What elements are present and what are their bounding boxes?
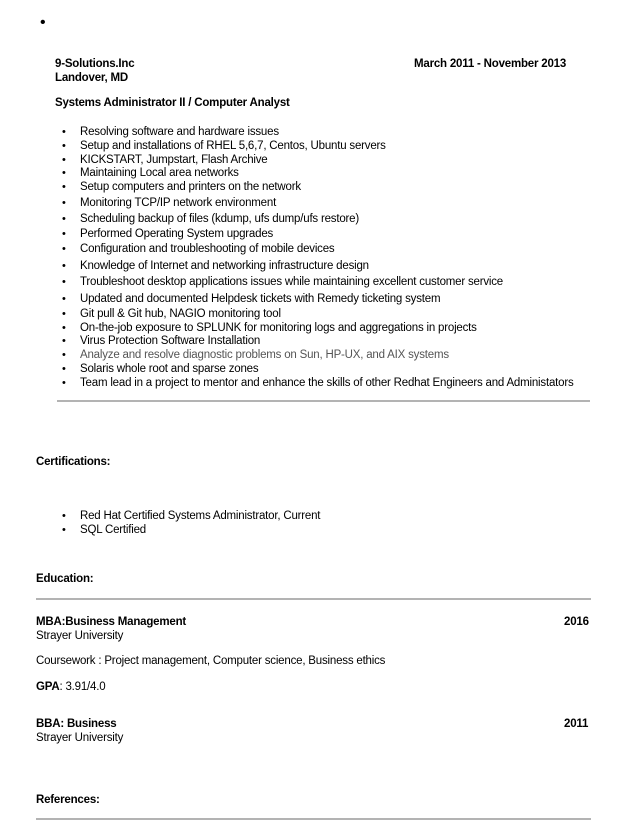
section-divider [36, 598, 591, 600]
bullet-icon: • [62, 154, 66, 166]
bullet-icon: • [62, 260, 66, 272]
bullet-icon: • [62, 349, 66, 361]
mba-gpa: GPA: 3.91/4.0 [36, 681, 106, 693]
bullet-icon: • [62, 510, 66, 522]
bullet-icon: • [62, 167, 66, 179]
bullet-icon: • [62, 322, 66, 334]
bullet-icon: • [62, 335, 66, 347]
mba-school: Strayer University [36, 630, 124, 642]
bba-year: 2011 [564, 718, 589, 730]
bullet-icon: • [62, 243, 66, 255]
bullet-icon: • [62, 293, 66, 305]
bullet-icon: • [62, 140, 66, 152]
job-company: 9-Solutions.Inc [55, 58, 135, 70]
education-heading: Education: [36, 573, 94, 585]
top-bullet: • [40, 14, 46, 31]
references-heading: References: [36, 794, 100, 806]
job-title: Systems Administrator II / Computer Analyst [55, 97, 290, 109]
bba-degree: BBA: Business [36, 718, 117, 730]
bullet-icon: • [62, 276, 66, 288]
job-dates: March 2011 - November 2013 [414, 58, 567, 70]
section-divider [36, 818, 591, 820]
certifications-heading: Certifications: [36, 456, 111, 468]
mba-coursework: Coursework : Project management, Computer science, Business ethics [36, 655, 386, 667]
mba-degree: MBA:Business Management [36, 616, 187, 628]
section-divider [57, 400, 590, 402]
bullet-icon: • [62, 524, 66, 536]
bullet-icon: • [62, 197, 66, 209]
bba-school: Strayer University [36, 732, 124, 744]
bullet-icon: • [62, 363, 66, 375]
bullet-icon: • [62, 126, 66, 138]
bullet-icon: • [62, 377, 66, 389]
bullet-icon: • [62, 228, 66, 240]
bullet-icon: • [62, 308, 66, 320]
bullet-icon: • [62, 181, 66, 193]
job-location: Landover, MD [55, 72, 129, 84]
bullet-icon: • [62, 213, 66, 225]
mba-year: 2016 [564, 616, 589, 628]
